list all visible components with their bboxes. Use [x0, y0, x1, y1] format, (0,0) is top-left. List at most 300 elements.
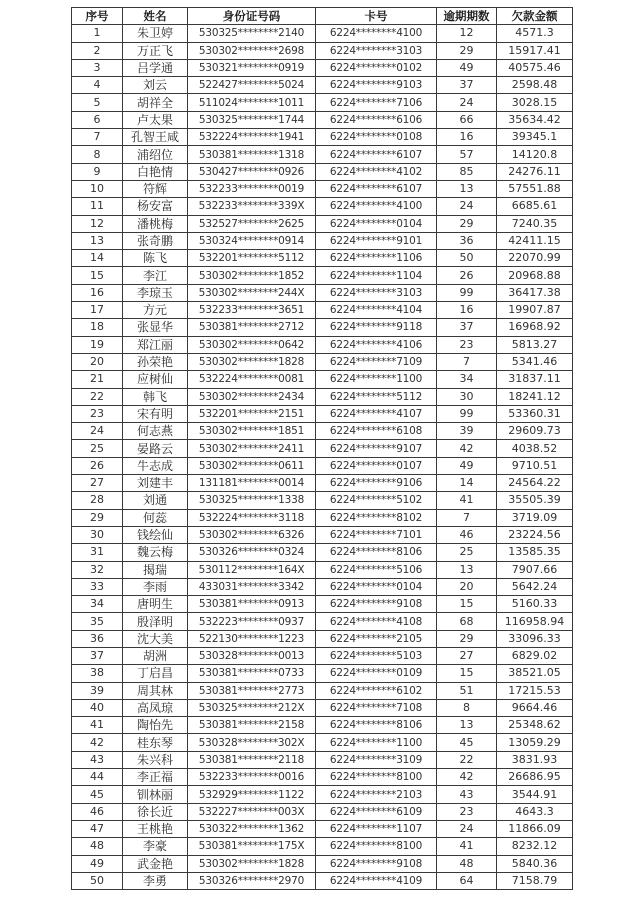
- id-number-cell: 522427********5024: [188, 77, 316, 94]
- serial-number-cell: 16: [72, 284, 123, 301]
- id-number-cell: 532233********0019: [188, 180, 316, 197]
- overdue-periods-cell: 13: [437, 180, 497, 197]
- serial-number-cell: 23: [72, 405, 123, 422]
- table-row: [72, 682, 573, 699]
- name-cell: 浦绍位: [123, 146, 188, 163]
- overdue-periods-cell: 37: [437, 77, 497, 94]
- serial-number-cell: 14: [72, 250, 123, 267]
- name-cell: 钏林丽: [123, 786, 188, 803]
- debt-amount-cell: 33096.33: [497, 630, 573, 647]
- name-cell: 牛志成: [123, 457, 188, 474]
- id-number-cell: 530381********0913: [188, 596, 316, 613]
- name-cell: 陶怡先: [123, 717, 188, 734]
- card-number-cell: 6224********2103: [316, 786, 437, 803]
- overdue-periods-cell: 85: [437, 163, 497, 180]
- name-cell: 宋有明: [123, 405, 188, 422]
- serial-number-cell: 5: [72, 94, 123, 111]
- id-number-cell: 530302********0642: [188, 336, 316, 353]
- overdue-periods-cell: 24: [437, 198, 497, 215]
- overdue-periods-cell: 68: [437, 613, 497, 630]
- overdue-periods-cell: 29: [437, 215, 497, 232]
- serial-number-cell: 20: [72, 353, 123, 370]
- name-cell: 武金艳: [123, 855, 188, 872]
- serial-number-cell: 47: [72, 820, 123, 837]
- card-number-cell: 6224********4108: [316, 613, 437, 630]
- name-cell: 高凤琼: [123, 699, 188, 716]
- card-number-cell: 6224********5103: [316, 647, 437, 664]
- serial-number-cell: 24: [72, 423, 123, 440]
- serial-number-cell: 2: [72, 42, 123, 59]
- name-cell: 刘云: [123, 77, 188, 94]
- name-cell: 陈飞: [123, 250, 188, 267]
- overdue-periods-cell: 8: [437, 699, 497, 716]
- table-row: [72, 267, 573, 284]
- id-number-cell: 530322********1362: [188, 820, 316, 837]
- table-row: [72, 786, 573, 803]
- name-cell: 刘建丰: [123, 475, 188, 492]
- overdue-periods-cell: 16: [437, 129, 497, 146]
- name-cell: 刘通: [123, 492, 188, 509]
- table-row: [72, 803, 573, 820]
- serial-number-cell: 31: [72, 544, 123, 561]
- debt-amount-cell: 19907.87: [497, 302, 573, 319]
- card-number-cell: 6224********4106: [316, 336, 437, 353]
- name-cell: 沈大美: [123, 630, 188, 647]
- table-row: [72, 129, 573, 146]
- debt-amount-cell: 24276.11: [497, 163, 573, 180]
- table-row: [72, 838, 573, 855]
- card-number-cell: 6224********6106: [316, 111, 437, 128]
- card-number-cell: 6224********3109: [316, 751, 437, 768]
- overdue-periods-cell: 7: [437, 353, 497, 370]
- table-row: [72, 353, 573, 370]
- debt-amount-cell: 23224.56: [497, 526, 573, 543]
- serial-number-cell: 9: [72, 163, 123, 180]
- debt-amount-cell: 31837.11: [497, 371, 573, 388]
- id-number-cell: 530381********1318: [188, 146, 316, 163]
- debt-amount-cell: 39345.1: [497, 129, 573, 146]
- debt-amount-cell: 22070.99: [497, 250, 573, 267]
- name-cell: 白艳情: [123, 163, 188, 180]
- overdue-periods-cell: 99: [437, 405, 497, 422]
- serial-number-cell: 8: [72, 146, 123, 163]
- name-cell: 桂东琴: [123, 734, 188, 751]
- overdue-periods-cell: 29: [437, 630, 497, 647]
- id-number-cell: 530325********1338: [188, 492, 316, 509]
- id-number-cell: 530381********2712: [188, 319, 316, 336]
- debt-amount-cell: 16968.92: [497, 319, 573, 336]
- name-cell: 殷泽明: [123, 613, 188, 630]
- id-number-cell: 530325********1744: [188, 111, 316, 128]
- id-number-cell: 530321********0919: [188, 59, 316, 76]
- debt-amount-cell: 8232.12: [497, 838, 573, 855]
- name-cell: 唐明生: [123, 596, 188, 613]
- id-number-cell: 532201********2151: [188, 405, 316, 422]
- id-number-cell: 131181********0014: [188, 475, 316, 492]
- name-cell: 李豪: [123, 838, 188, 855]
- id-number-cell: 530302********1828: [188, 855, 316, 872]
- overdue-periods-cell: 45: [437, 734, 497, 751]
- table-row: [72, 198, 573, 215]
- id-number-cell: 530302********1828: [188, 353, 316, 370]
- overdue-periods-cell: 50: [437, 250, 497, 267]
- table-row: [72, 94, 573, 111]
- table-row: [72, 146, 573, 163]
- overdue-periods-cell: 29: [437, 42, 497, 59]
- name-cell: 周其林: [123, 682, 188, 699]
- name-cell: 晏路云: [123, 440, 188, 457]
- card-number-cell: 6224********5112: [316, 388, 437, 405]
- debt-amount-cell: 4038.52: [497, 440, 573, 457]
- card-number-cell: 6224********7109: [316, 353, 437, 370]
- card-number-cell: 6224********8106: [316, 544, 437, 561]
- card-number-cell: 6224********5106: [316, 561, 437, 578]
- name-cell: 方元: [123, 302, 188, 319]
- serial-number-cell: 7: [72, 129, 123, 146]
- card-number-cell: 6224********9118: [316, 319, 437, 336]
- overdue-periods-cell: 25: [437, 544, 497, 561]
- name-cell: 朱卫婷: [123, 25, 188, 42]
- card-number-cell: 6224********2105: [316, 630, 437, 647]
- header-debt-amount: 欠款金额: [497, 8, 573, 25]
- debt-amount-cell: 26686.95: [497, 769, 573, 786]
- serial-number-cell: 19: [72, 336, 123, 353]
- table-row: [72, 423, 573, 440]
- table-row: [72, 405, 573, 422]
- overdue-periods-cell: 16: [437, 302, 497, 319]
- overdue-periods-cell: 34: [437, 371, 497, 388]
- serial-number-cell: 32: [72, 561, 123, 578]
- table-row: [72, 769, 573, 786]
- serial-number-cell: 28: [72, 492, 123, 509]
- serial-number-cell: 38: [72, 665, 123, 682]
- id-number-cell: 530302********6326: [188, 526, 316, 543]
- table-row: [72, 284, 573, 301]
- serial-number-cell: 50: [72, 872, 123, 889]
- card-number-cell: 6224********8106: [316, 717, 437, 734]
- serial-number-cell: 46: [72, 803, 123, 820]
- name-cell: 李勇: [123, 872, 188, 889]
- table-row: [72, 561, 573, 578]
- serial-number-cell: 4: [72, 77, 123, 94]
- debt-amount-cell: 11866.09: [497, 820, 573, 837]
- card-number-cell: 6224********4102: [316, 163, 437, 180]
- id-number-cell: 532233********3651: [188, 302, 316, 319]
- serial-number-cell: 27: [72, 475, 123, 492]
- table-row: [72, 630, 573, 647]
- card-number-cell: 6224********1104: [316, 267, 437, 284]
- overdue-periods-cell: 24: [437, 820, 497, 837]
- id-number-cell: 530381********0733: [188, 665, 316, 682]
- name-cell: 钱绘仙: [123, 526, 188, 543]
- card-number-cell: 6224********9108: [316, 855, 437, 872]
- table-row: [72, 111, 573, 128]
- id-number-cell: 433031********3342: [188, 578, 316, 595]
- header-id-number: 身份证号码: [188, 8, 316, 25]
- overdue-periods-cell: 30: [437, 388, 497, 405]
- name-cell: 胡祥全: [123, 94, 188, 111]
- name-cell: 何志燕: [123, 423, 188, 440]
- id-number-cell: 530381********175X: [188, 838, 316, 855]
- table-row: [72, 250, 573, 267]
- name-cell: 朱兴科: [123, 751, 188, 768]
- table-row: [72, 717, 573, 734]
- card-number-cell: 6224********0102: [316, 59, 437, 76]
- debt-amount-cell: 5813.27: [497, 336, 573, 353]
- overdue-periods-cell: 41: [437, 492, 497, 509]
- debt-amount-cell: 53360.31: [497, 405, 573, 422]
- serial-number-cell: 39: [72, 682, 123, 699]
- name-cell: 吕学通: [123, 59, 188, 76]
- debt-amount-cell: 24564.22: [497, 475, 573, 492]
- serial-number-cell: 36: [72, 630, 123, 647]
- id-number-cell: 522130********1223: [188, 630, 316, 647]
- id-number-cell: 530381********2118: [188, 751, 316, 768]
- card-number-cell: 6224********1100: [316, 371, 437, 388]
- card-number-cell: 6224********6109: [316, 803, 437, 820]
- debt-amount-cell: 13059.29: [497, 734, 573, 751]
- header-row: [72, 8, 573, 25]
- debt-amount-cell: 5341.46: [497, 353, 573, 370]
- name-cell: 徐长近: [123, 803, 188, 820]
- id-number-cell: 532233********0016: [188, 769, 316, 786]
- card-number-cell: 6224********8100: [316, 769, 437, 786]
- name-cell: 丁启昌: [123, 665, 188, 682]
- debt-amount-cell: 7158.79: [497, 872, 573, 889]
- card-number-cell: 6224********0109: [316, 665, 437, 682]
- card-number-cell: 6224********0107: [316, 457, 437, 474]
- id-number-cell: 530381********2773: [188, 682, 316, 699]
- card-number-cell: 6224********0108: [316, 129, 437, 146]
- table-row: [72, 596, 573, 613]
- id-number-cell: 530325********212X: [188, 699, 316, 716]
- overdue-periods-cell: 37: [437, 319, 497, 336]
- name-cell: 韩飞: [123, 388, 188, 405]
- serial-number-cell: 34: [72, 596, 123, 613]
- debt-amount-cell: 38521.05: [497, 665, 573, 682]
- id-number-cell: 532201********5112: [188, 250, 316, 267]
- serial-number-cell: 43: [72, 751, 123, 768]
- id-number-cell: 530302********244X: [188, 284, 316, 301]
- table-row: [72, 42, 573, 59]
- debt-amount-cell: 18241.12: [497, 388, 573, 405]
- debt-amount-cell: 7907.66: [497, 561, 573, 578]
- serial-number-cell: 3: [72, 59, 123, 76]
- header-overdue-periods: 逾期期数: [437, 8, 497, 25]
- name-cell: 杨安富: [123, 198, 188, 215]
- card-number-cell: 6224********0104: [316, 578, 437, 595]
- id-number-cell: 530328********0013: [188, 647, 316, 664]
- header-serial-number: 序号: [72, 8, 123, 25]
- name-cell: 李江: [123, 267, 188, 284]
- debt-amount-cell: 36417.38: [497, 284, 573, 301]
- table-row: [72, 371, 573, 388]
- debt-amount-cell: 17215.53: [497, 682, 573, 699]
- id-number-cell: 530324********0914: [188, 232, 316, 249]
- serial-number-cell: 13: [72, 232, 123, 249]
- serial-number-cell: 22: [72, 388, 123, 405]
- table-row: [72, 163, 573, 180]
- table-row: [72, 215, 573, 232]
- overdue-periods-cell: 7: [437, 509, 497, 526]
- debt-amount-cell: 57551.88: [497, 180, 573, 197]
- serial-number-cell: 37: [72, 647, 123, 664]
- name-cell: 李琼玉: [123, 284, 188, 301]
- serial-number-cell: 33: [72, 578, 123, 595]
- name-cell: 张显华: [123, 319, 188, 336]
- overdue-periods-cell: 27: [437, 647, 497, 664]
- overdue-periods-cell: 66: [437, 111, 497, 128]
- serial-number-cell: 1: [72, 25, 123, 42]
- card-number-cell: 6224********3103: [316, 284, 437, 301]
- table-row: [72, 232, 573, 249]
- table-row: [72, 872, 573, 889]
- id-number-cell: 530381********2158: [188, 717, 316, 734]
- card-number-cell: 6224********4100: [316, 25, 437, 42]
- card-number-cell: 6224********9108: [316, 596, 437, 613]
- table-row: [72, 302, 573, 319]
- card-number-cell: 6224********5102: [316, 492, 437, 509]
- overdue-periods-cell: 42: [437, 769, 497, 786]
- serial-number-cell: 44: [72, 769, 123, 786]
- debt-amount-cell: 3719.09: [497, 509, 573, 526]
- header-card-number: 卡号: [316, 8, 437, 25]
- serial-number-cell: 49: [72, 855, 123, 872]
- serial-number-cell: 15: [72, 267, 123, 284]
- name-cell: 孔智王咸: [123, 129, 188, 146]
- name-cell: 何蕊: [123, 509, 188, 526]
- serial-number-cell: 11: [72, 198, 123, 215]
- table-row: [72, 734, 573, 751]
- card-number-cell: 6224********6107: [316, 180, 437, 197]
- table-row: [72, 509, 573, 526]
- table-row: [72, 751, 573, 768]
- overdue-periods-cell: 24: [437, 94, 497, 111]
- overdue-periods-cell: 15: [437, 596, 497, 613]
- debt-amount-cell: 35634.42: [497, 111, 573, 128]
- debt-amount-cell: 6685.61: [497, 198, 573, 215]
- id-number-cell: 530302********0611: [188, 457, 316, 474]
- header-name: 姓名: [123, 8, 188, 25]
- serial-number-cell: 45: [72, 786, 123, 803]
- name-cell: 孙荣艳: [123, 353, 188, 370]
- name-cell: 符辉: [123, 180, 188, 197]
- name-cell: 李正福: [123, 769, 188, 786]
- card-number-cell: 6224********1100: [316, 734, 437, 751]
- id-number-cell: 530302********2411: [188, 440, 316, 457]
- overdue-periods-cell: 15: [437, 665, 497, 682]
- table-row: [72, 699, 573, 716]
- overdue-periods-cell: 64: [437, 872, 497, 889]
- table-row: [72, 665, 573, 682]
- serial-number-cell: 18: [72, 319, 123, 336]
- serial-number-cell: 12: [72, 215, 123, 232]
- debt-amount-cell: 2598.48: [497, 77, 573, 94]
- table-row: [72, 613, 573, 630]
- overdue-periods-cell: 14: [437, 475, 497, 492]
- card-number-cell: 6224********9101: [316, 232, 437, 249]
- overdue-debtors-table: [71, 7, 573, 890]
- id-number-cell: 530427********0926: [188, 163, 316, 180]
- name-cell: 万正飞: [123, 42, 188, 59]
- overdue-periods-cell: 51: [437, 682, 497, 699]
- debt-amount-cell: 4643.3: [497, 803, 573, 820]
- overdue-periods-cell: 57: [437, 146, 497, 163]
- serial-number-cell: 21: [72, 371, 123, 388]
- name-cell: 张奇鹏: [123, 232, 188, 249]
- debt-amount-cell: 9710.51: [497, 457, 573, 474]
- overdue-periods-cell: 23: [437, 336, 497, 353]
- serial-number-cell: 42: [72, 734, 123, 751]
- debt-amount-cell: 5642.24: [497, 578, 573, 595]
- id-number-cell: 530302********1852: [188, 267, 316, 284]
- debt-amount-cell: 29609.73: [497, 423, 573, 440]
- overdue-periods-cell: 23: [437, 803, 497, 820]
- debt-amount-cell: 6829.02: [497, 647, 573, 664]
- id-number-cell: 532224********0081: [188, 371, 316, 388]
- serial-number-cell: 29: [72, 509, 123, 526]
- card-number-cell: 6224********4107: [316, 405, 437, 422]
- card-number-cell: 6224********6107: [316, 146, 437, 163]
- id-number-cell: 530302********2698: [188, 42, 316, 59]
- overdue-periods-cell: 26: [437, 267, 497, 284]
- card-number-cell: 6224********4104: [316, 302, 437, 319]
- id-number-cell: 532224********3118: [188, 509, 316, 526]
- overdue-periods-cell: 13: [437, 717, 497, 734]
- id-number-cell: 532527********2625: [188, 215, 316, 232]
- table-row: [72, 319, 573, 336]
- id-number-cell: 511024********1011: [188, 94, 316, 111]
- table-row: [72, 578, 573, 595]
- card-number-cell: 6224********8102: [316, 509, 437, 526]
- table-row: [72, 855, 573, 872]
- id-number-cell: 532223********0937: [188, 613, 316, 630]
- id-number-cell: 530325********2140: [188, 25, 316, 42]
- serial-number-cell: 48: [72, 838, 123, 855]
- card-number-cell: 6224********9103: [316, 77, 437, 94]
- serial-number-cell: 41: [72, 717, 123, 734]
- overdue-periods-cell: 43: [437, 786, 497, 803]
- id-number-cell: 530302********1851: [188, 423, 316, 440]
- card-number-cell: 6224********9107: [316, 440, 437, 457]
- overdue-periods-cell: 46: [437, 526, 497, 543]
- table-row: [72, 336, 573, 353]
- table-body: [72, 25, 573, 890]
- serial-number-cell: 6: [72, 111, 123, 128]
- id-number-cell: 530328********302X: [188, 734, 316, 751]
- serial-number-cell: 25: [72, 440, 123, 457]
- overdue-periods-cell: 20: [437, 578, 497, 595]
- debt-amount-cell: 25348.62: [497, 717, 573, 734]
- table-row: [72, 25, 573, 42]
- id-number-cell: 532227********003X: [188, 803, 316, 820]
- name-cell: 揭瑞: [123, 561, 188, 578]
- card-number-cell: 6224********6102: [316, 682, 437, 699]
- id-number-cell: 530326********0324: [188, 544, 316, 561]
- name-cell: 应树仙: [123, 371, 188, 388]
- table-row: [72, 59, 573, 76]
- debt-amount-cell: 5840.36: [497, 855, 573, 872]
- serial-number-cell: 35: [72, 613, 123, 630]
- table-row: [72, 544, 573, 561]
- debt-amount-cell: 7240.35: [497, 215, 573, 232]
- debt-amount-cell: 5160.33: [497, 596, 573, 613]
- card-number-cell: 6224********8100: [316, 838, 437, 855]
- overdue-periods-cell: 41: [437, 838, 497, 855]
- name-cell: 郑江丽: [123, 336, 188, 353]
- debt-amount-cell: 40575.46: [497, 59, 573, 76]
- debt-amount-cell: 42411.15: [497, 232, 573, 249]
